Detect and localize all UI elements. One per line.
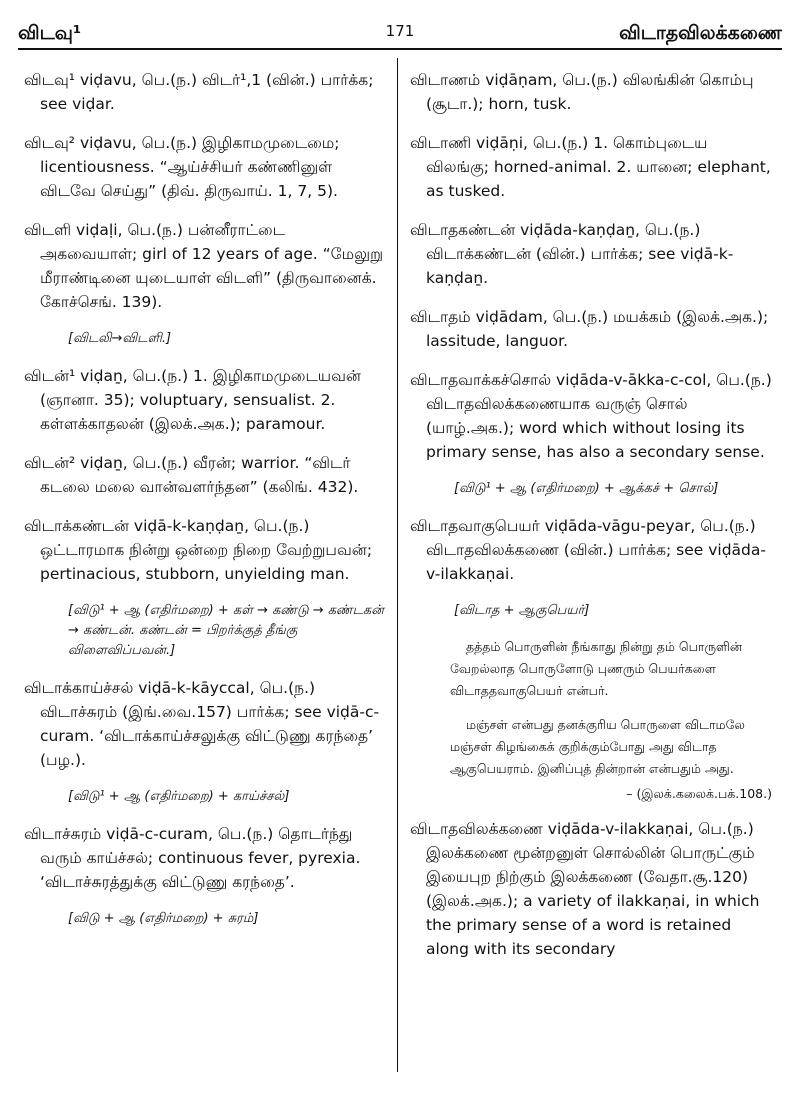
dictionary-entry: விடாச்சுரம் viḍā-c-curam, பெ.(ந.) தொடர்ந்து வரும் காய்ச்சல்; continuous fever, pyrexia. ‘விடாச்சுரத்துக்கு விட்டுணு கரந்தை’. [24, 825, 361, 891]
dictionary-entry: விடாதம் viḍādam, பெ.(ந.) மயக்கம் (இலக்.அக.); lassitude, languor. [410, 308, 769, 350]
dictionary-entry: விடாதகண்டன் viḍāda-kaṇḍaṉ, பெ.(ந.) விடாக்கண்டன் (வின்.) பார்க்க; see viḍā-k-kaṇḍaṉ. [410, 221, 734, 287]
etymology-note: [விடாத + ஆகுபெயர்] [454, 603, 590, 618]
explanatory-note: தத்தம் பொருளின் நீங்காது நின்று தம் பொருளின் வேறல்லாத பொருளோடு புணரும் பெயர்களை விடாததவாகுபெயர் என்பர். [450, 639, 742, 698]
explanatory-note: மஞ்சள் என்பது தனக்குரிய பொருளை விடாமலே மஞ்சள் கிழங்கைக் குறிக்கும்போது அது விடாத ஆகுபெயராம். இனிப்புத் தின்றான் என்பதும் அது. [450, 717, 745, 776]
dictionary-entry: விடவு¹ viḍavu, பெ.(ந.) விடர்¹,1 (வின்.) பார்க்க; see viḍar. [24, 71, 374, 113]
etymology-note: [விடு¹ + ஆ (எதிர்மறை) + காய்ச்சல்] [68, 789, 290, 804]
dictionary-entry: விடவு² viḍavu, பெ.(ந.) இழிகாமமுடைமை; licentiousness. “ஆய்ச்சியர் கண்ணினுள் விடவே செய்து” (திவ். திருவாய். 1, 7, 5). [24, 134, 340, 200]
etymology-note: [விடு¹ + ஆ (எதிர்மறை) + கள் → கண்டு → கண்டகன் → கண்டன். கண்டன் = பிறர்க்குத் தீங்கு விளைவிப்பவன்.] [68, 603, 384, 658]
dictionary-entry: விடாக்கண்டன் viḍā-k-kaṇḍaṉ, பெ.(ந.) ஒட்டாரமாக நின்று ஒன்றை நிறை வேற்றுபவன்; pertinacious, stubborn, unyielding man. [24, 517, 373, 583]
right-running-headword: விடாதவிலக்கணை [619, 22, 782, 44]
page-number: 171 [385, 22, 415, 40]
dictionary-entry: விடாக்காய்ச்சல் viḍā-k-kāyccal, பெ.(ந.) விடாச்சுரம் (இங்.வை.157) பார்க்க; see viḍā-c-curam. ‘விடாக்காய்ச்சலுக்கு விட்டுணு கரந்தை’ (பழ.). [24, 679, 380, 769]
dictionary-entry: விடாணம் viḍāṇam, பெ.(ந.) விலங்கின் கொம்பு (சூடா.); horn, tusk. [410, 71, 754, 113]
dictionary-entry: விடன்¹ viḍaṉ, பெ.(ந.) 1. இழிகாமமுடையவன் (ஞானா. 35); voluptuary, sensualist. 2. கள்ளக்காதலன் (இலக்.அக.); paramour. [24, 367, 361, 433]
dictionary-entry: விடாதவாக்கச்சொல் viḍāda-v-ākka-c-col, பெ.(ந.) விடாதவிலக்கணையாக வருஞ் சொல் (யாழ்.அக.); word which without losing its primary sense, has also a secondary sense. [410, 371, 772, 461]
header-rule [18, 48, 782, 50]
dictionary-entry: விடாதவிலக்கணை viḍāda-v-ilakkaṇai, பெ.(ந.) இலக்கணை மூன்றனுள் சொல்லின் பொருட்கும் இயைபுற நிற்கும் இலக்கணை (வேதா.சூ.120) (இலக்.அக.); a variety of ilakkaṇai, in which the primary sense of a word is retained along with its secondary [410, 820, 760, 958]
etymology-note: [விடு¹ + ஆ (எதிர்மறை) + ஆக்கச் + சொல்] [454, 481, 719, 496]
etymology-note: [விடலி→விடளி.] [68, 331, 172, 346]
column-divider [397, 58, 398, 1072]
dictionary-entry: விடளி viḍaḷi, பெ.(ந.) பன்னீராட்டை அகவையாள்; girl of 12 years of age. “மேலுறு மீராண்டினை யுடையாள் விடளி” (திருவானைக். கோச்செங். 139). [24, 221, 384, 311]
note-source: – (இலக்.கலைக்.பக்.108.) [626, 786, 772, 801]
etymology-note: [விடு + ஆ (எதிர்மறை) + சுரம்] [68, 911, 259, 926]
right-column [410, 68, 772, 976]
dictionary-entry: விடன்² viḍaṉ, பெ.(ந.) வீரன்; warrior. “விடர் கடலை மலை வான்வளர்ந்தன” (கலிங். 432). [24, 454, 359, 496]
left-column [24, 68, 384, 944]
dictionary-entry: விடாதவாகுபெயர் viḍāda-vāgu-peyar, பெ.(ந.) விடாதவிலக்கணை (வின்.) பார்க்க; see viḍāda-v-ilakkaṇai. [410, 517, 766, 583]
left-running-headword: விடவு¹ [18, 22, 82, 44]
dictionary-entry: விடாணி viḍāṇi, பெ.(ந.) 1. கொம்புடைய விலங்கு; horned-animal. 2. யானை; elephant, as tusked. [410, 134, 771, 200]
